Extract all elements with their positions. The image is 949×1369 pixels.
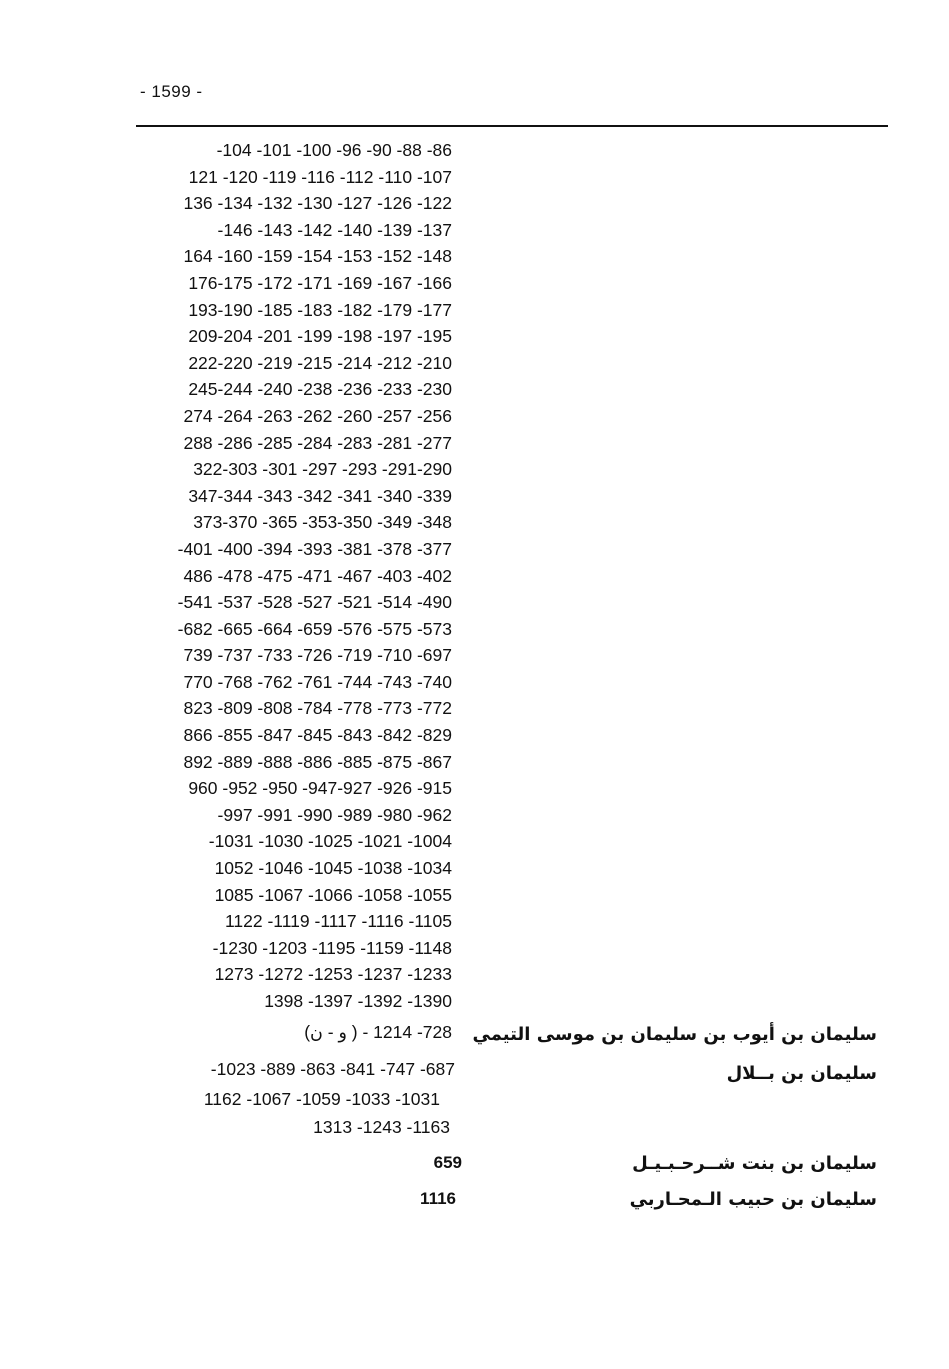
reference-line: -401 -400 -394 -393 -381 -378 -377 bbox=[177, 538, 452, 559]
reference-line: -1031 -1030 -1025 -1021 -1004 bbox=[208, 831, 452, 852]
reference-line: 739 -737 -733 -726 -719 -710 -697 bbox=[183, 645, 452, 666]
reference-line: 209-204 -201 -199 -198 -197 -195 bbox=[188, 326, 452, 347]
header-rule bbox=[136, 125, 888, 127]
entry-name: سليمان بن أيوب بن سليمان بن موسى التيمي bbox=[472, 1024, 877, 1045]
reference-line: 322-303 -301 -297 -293 -291-290 bbox=[193, 459, 452, 480]
reference-line: -997 -991 -990 -989 -980 -962 bbox=[217, 804, 452, 825]
entry-reference-line: (و - ن ) - 728- 1214 bbox=[304, 1022, 452, 1042]
reference-line: 176-175 -172 -171 -169 -167 -166 bbox=[188, 272, 452, 293]
reference-line: -541 -537 -528 -527 -521 -514 -490 bbox=[177, 592, 452, 613]
reference-line: -682 -665 -664 -659 -576 -575 -573 bbox=[177, 618, 452, 639]
reference-line: 866 -855 -847 -845 -843 -842 -829 bbox=[183, 725, 452, 746]
reference-line: 770 -768 -762 -761 -744 -743 -740 bbox=[183, 671, 452, 692]
reference-line: 193-190 -185 -183 -182 -179 -177 bbox=[188, 299, 452, 320]
reference-line: 121 -120 -119 -116 -112 -110 -107 bbox=[188, 166, 452, 187]
entry-reference-line: 1116 bbox=[420, 1189, 456, 1208]
reference-line: 373-370 -365 -353-350 -349 -348 bbox=[193, 512, 452, 533]
continued-references bbox=[100, 137, 452, 1015]
entry-name: سليمان بن بــلال bbox=[726, 1063, 877, 1084]
reference-line: 1052 -1046 -1045 -1038 -1034 bbox=[214, 858, 452, 879]
reference-line: 1122 -1119 -1117 -1116 -1105 bbox=[224, 911, 452, 932]
reference-line: 960 -952 -950 -947-927 -926 -915 bbox=[188, 778, 452, 799]
entry-name: سليمان بن بنت شــرحـبـيـل bbox=[632, 1153, 877, 1174]
entry-name: سليمان بن حبيب الـمحـاربي bbox=[629, 1189, 877, 1210]
reference-line: -1230 -1203 -1195 -1159 -1148 bbox=[212, 937, 452, 958]
reference-line: 274 -264 -263 -262 -260 -257 -256 bbox=[183, 405, 452, 426]
reference-line: 136 -134 -132 -130 -127 -126 -122 bbox=[183, 193, 452, 214]
page-number: - 1599 - bbox=[140, 82, 203, 101]
reference-line: 486 -478 -475 -471 -467 -403 -402 bbox=[183, 565, 452, 586]
reference-line: 288 -286 -285 -284 -283 -281 -277 bbox=[183, 432, 452, 453]
entry-reference-line: -1023 -889 -863 -841 -747 -687 bbox=[210, 1059, 455, 1079]
reference-line: 164 -160 -159 -154 -153 -152 -148 bbox=[183, 246, 452, 267]
reference-line: 347-344 -343 -342 -341 -340 -339 bbox=[188, 485, 452, 506]
entry-reference-line: 659 bbox=[433, 1153, 462, 1172]
reference-line: 823 -809 -808 -784 -778 -773 -772 bbox=[183, 698, 452, 719]
reference-line: 245-244 -240 -238 -236 -233 -230 bbox=[188, 379, 452, 400]
reference-line: 1273 -1272 -1253 -1237 -1233 bbox=[214, 964, 452, 985]
reference-line: -146 -143 -142 -140 -139 -137 bbox=[217, 219, 452, 240]
entry-reference-line: 1313 -1243 -1163 bbox=[313, 1117, 450, 1137]
reference-line: 892 -889 -888 -886 -885 -875 -867 bbox=[183, 751, 452, 772]
reference-line: -104 -101 -100 -96 -90 -88 -86 bbox=[216, 140, 452, 160]
reference-line: 1085 -1067 -1066 -1058 -1055 bbox=[214, 884, 452, 905]
entry-reference-line: 1162 -1067 -1059 -1033 -1031 bbox=[203, 1089, 440, 1109]
reference-line: 1398 -1397 -1392 -1390 bbox=[264, 991, 452, 1011]
reference-line: 222-220 -219 -215 -214 -212 -210 bbox=[188, 352, 452, 373]
